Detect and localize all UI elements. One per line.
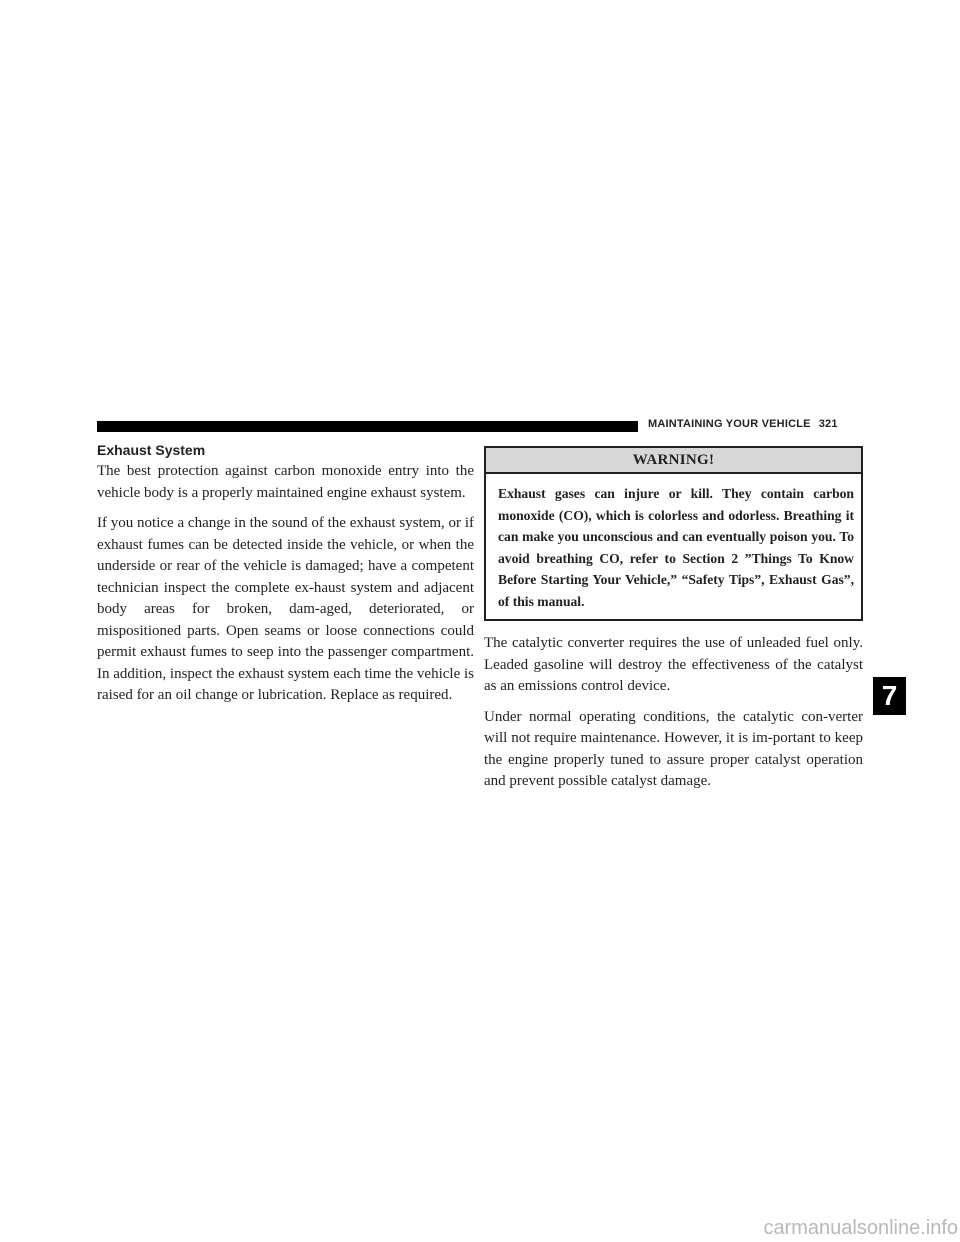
header-rule-bar — [97, 421, 638, 432]
running-header-title: MAINTAINING YOUR VEHICLE — [648, 418, 811, 430]
left-column — [97, 442, 474, 716]
body-paragraph: If you notice a change in the sound of the exhaust system, or if exhaust fumes can be detected inside the vehicle, or when the underside or rear of the vehicle is damaged; have a competent technician inspect the complete ex-haust system and adjacent body areas for broken, dam-aged, deteriorated, or mispositioned parts. Open seams or loose connections could permit exhaust fumes to seep into the passenger compartment. In addition, inspect the exhaust system each time the vehicle is raised for an oil change or lubrication. Replace as required. — [97, 515, 474, 703]
chapter-tab: 7 — [873, 677, 906, 715]
body-paragraph: The catalytic converter requires the use of unleaded fuel only. Leaded gasoline will destroy the effectiveness of the catalyst as an emissions control device. — [484, 635, 863, 694]
body-paragraph: The best protection against carbon monoxide entry into the vehicle body is a properly maintained engine exhaust system. — [97, 463, 474, 501]
right-column — [484, 446, 863, 802]
warning-title: WARNING! — [486, 448, 861, 474]
page-number: 321 — [818, 418, 838, 430]
body-paragraph: Under normal operating conditions, the catalytic con-verter will not require maintenance. However, it is im-portant to keep the engine properly tuned to assure proper catalyst operation and prevent possible catalyst damage. — [484, 708, 863, 789]
running-header — [648, 418, 838, 430]
warning-text: Exhaust gases can injure or kill. They contain carbon monoxide (CO), which is colorless and odorless. Breathing it can make you unconscious and can eventually poison you. To avoid breathing CO, refer to Section 2 ”Things To Know Before Starting Your Vehicle,” “Safety Tips”, Exhaust Gas”, of this manual. — [498, 486, 854, 609]
warning-box — [484, 446, 863, 621]
section-heading: Exhaust System — [97, 442, 206, 458]
watermark: carmanualsonline.info — [763, 1217, 958, 1239]
